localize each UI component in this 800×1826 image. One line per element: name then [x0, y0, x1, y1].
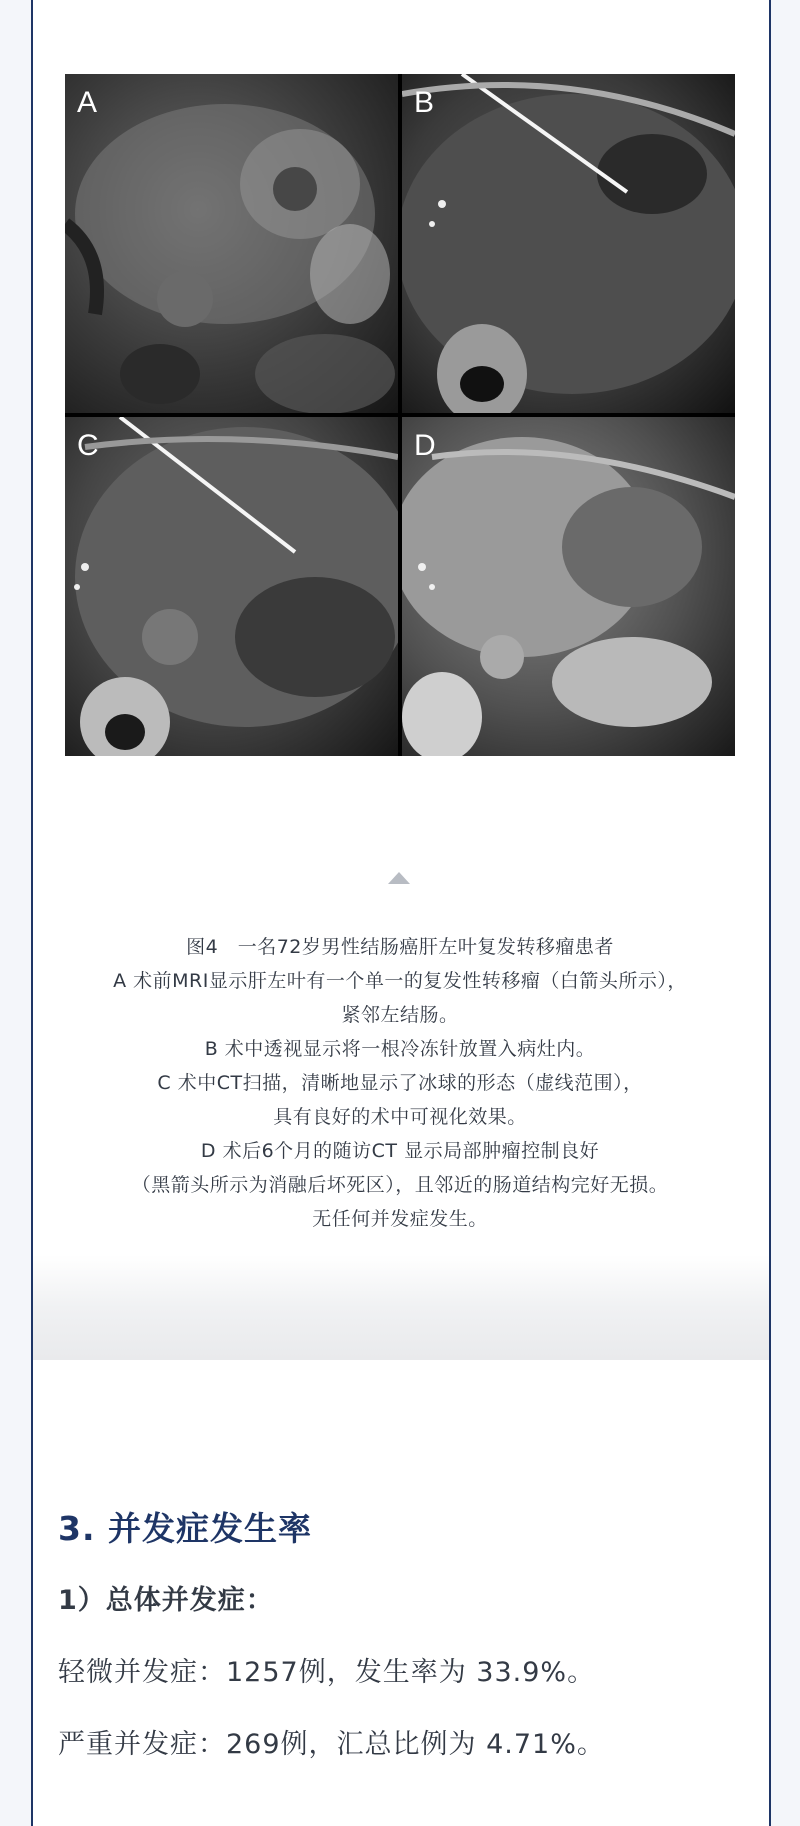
section-heading: 3. 并发症发生率	[58, 1509, 312, 1548]
caption-line: 无任何并发症发生。	[312, 1208, 488, 1230]
panel-d-ct-image	[402, 417, 735, 756]
collapse-caption-arrow-icon[interactable]	[388, 872, 410, 884]
minor-complications-text: 轻微并发症：1257例，发生率为 33.9%。	[58, 1657, 596, 1688]
panel-a-mri-image	[65, 74, 398, 413]
caption-line: B 术中透视显示将一根冷冻针放置入病灶内。	[204, 1038, 596, 1060]
caption-line: 紧邻左结肠。	[341, 1004, 459, 1026]
ct-figure[interactable]	[65, 74, 735, 756]
subsection-heading: 1）总体并发症：	[58, 1585, 274, 1616]
panel-b-ct-image	[402, 74, 735, 413]
panel-label: A	[77, 86, 98, 119]
panel-label: B	[414, 86, 435, 119]
section-divider-fade	[33, 1255, 769, 1360]
figure-caption	[40, 930, 760, 1236]
caption-line: （黑箭头所示为消融后坏死区），且邻近的肠道结构完好无损。	[131, 1174, 669, 1196]
caption-line: D 术后6个月的随访CT 显示局部肿瘤控制良好	[200, 1140, 600, 1162]
major-complications-text: 严重并发症：269例，汇总比例为 4.71%。	[58, 1729, 605, 1760]
panel-c-ct-image	[65, 417, 398, 756]
panel-label: C	[77, 429, 99, 462]
caption-line: C 术中CT扫描，清晰地显示了冰球的形态（虚线范围），	[157, 1072, 643, 1094]
caption-title: 图4 一名72岁男性结肠癌肝左叶复发转移瘤患者	[186, 936, 614, 958]
caption-line: 具有良好的术中可视化效果。	[273, 1106, 527, 1128]
panel-label: D	[414, 429, 436, 462]
caption-line: A 术前MRI显示肝左叶有一个单一的复发性转移瘤（白箭头所示），	[113, 970, 687, 992]
